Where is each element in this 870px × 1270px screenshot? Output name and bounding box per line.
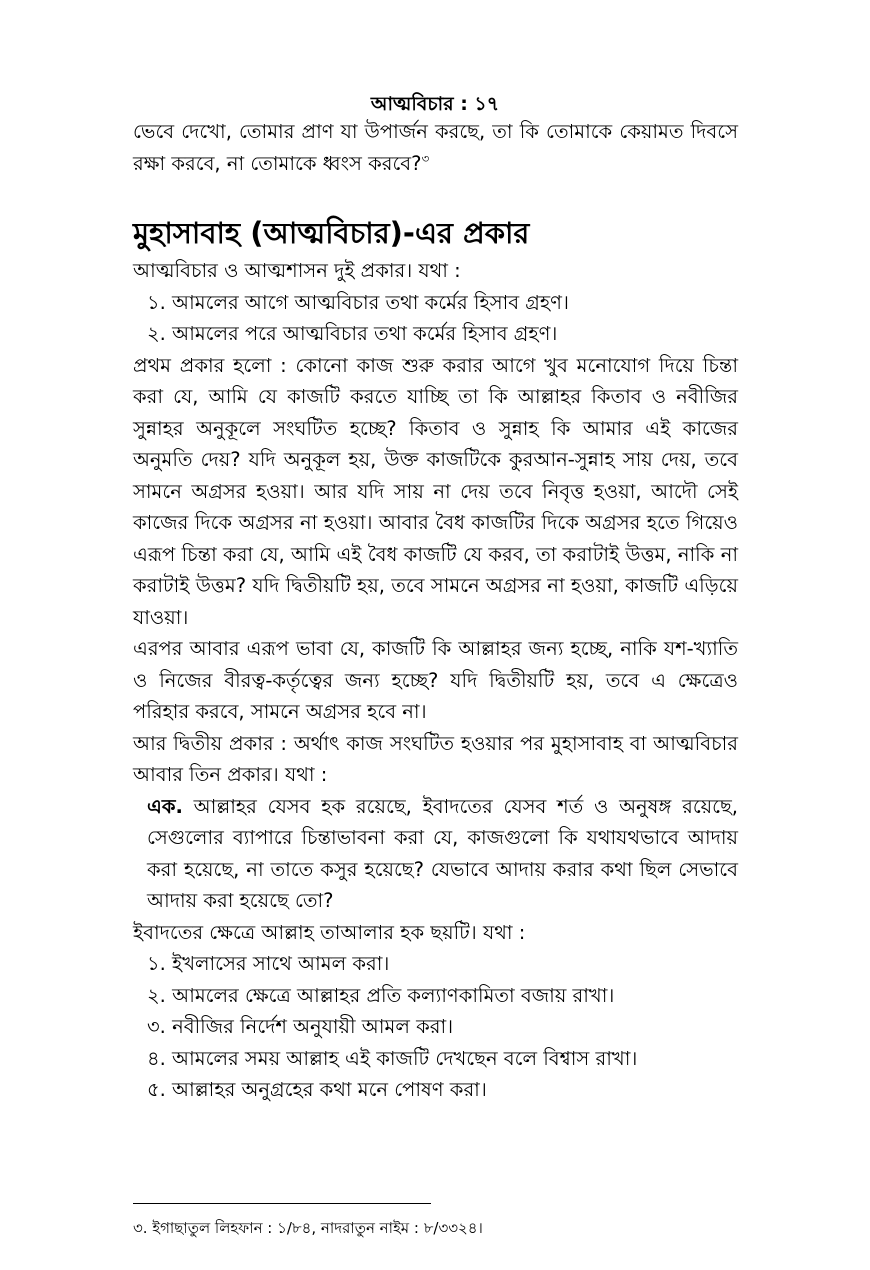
types-intro: আত্মবিচার ও আত্মশাসন দুই প্রকার। যথা : xyxy=(133,259,461,282)
first-type-paragraph: প্রথম প্রকার হলো : কোনো কাজ শুরু করার আগে খুব মনোযোগ দিয়ে চিন্তা করা যে, আমি যে কাজটি করতে যাচ্ছি তা কি আল্লাহর কিতাব ও নবীজির সুন্নাহর অনুকূলে সংঘটিত হচ্ছে? কিতাব ও সুন্নাহ কি আমার এই কাজের অনুমতি দেয়? যদি অনুকূল হয়, উক্ত কাজটিকে কুরআন-সুন্নাহ সায় দেয়, তবে সামনে অগ্রসর হওয়া। আর যদি সায় না দেয় তবে নিবৃত্ত হওয়া, আদৌ সেই কাজের দিকে অগ্রসর না হওয়া। আবার বৈধ কাজটির দিকে অগ্রসর হতে গিয়েও এরূপ চিন্তা করা যে, আমি এই বৈধ কাজটি যে করব, তা করাটাই উত্তম, নাকি না করাটাই উত্তম? যদি দ্বিতীয়টি হয়, তবে সামনে অগ্রসর না হওয়া, কাজটি এড়িয়ে যাওয়া। xyxy=(133,353,738,629)
intro-text: ভেবে দেখো, তোমার প্রাণ যা উপার্জন করছে, তা কি তোমাকে কেয়ামত দিবসে রক্ষা করবে, না তোমাকে ধ্বংস করবে? xyxy=(133,120,738,175)
section-heading: মুহাসাবাহ (আত্মবিচার)-এর প্রকার xyxy=(133,216,530,250)
rights-item-4: ৪. আমলের সময় আল্লাহ এই কাজটি দেখছেন বলে বিশ্বাস রাখা। xyxy=(147,1046,638,1070)
footnote: ৩. ইগাছাতুল লিহফান : ১/৮৪, নাদরাতুন নাইম : ৮/৩৩২৪। xyxy=(133,1219,483,1237)
point-one-lead: এক. xyxy=(147,794,183,818)
rights-item-2: ২. আমলের ক্ষেত্রে আল্লাহর প্রতি কল্যাণকামিতা বজায় রাখা। xyxy=(147,983,615,1007)
running-head: আত্মবিচার : ১৭ xyxy=(370,93,500,115)
footnote-marker: ৩ xyxy=(421,151,430,165)
type-item-2: ২. আমলের পরে আত্মবিচার তথা কর্মের হিসাব গ্রহণ। xyxy=(147,322,558,345)
second-type-paragraph: আর দ্বিতীয় প্রকার : অর্থাৎ কাজ সংঘটিত হওয়ার পর মুহাসাবাহ বা আত্মবিচার আবার তিন প্রকার। যথা : xyxy=(133,731,738,786)
type-item-1: ১. আমলের আগে আত্মবিচার তথা কর্মের হিসাব গ্রহণ। xyxy=(147,290,569,314)
rights-intro: ইবাদতের ক্ষেত্রে আল্লাহ তাআলার হক ছয়টি। যথা : xyxy=(133,920,526,944)
point-one-paragraph xyxy=(133,791,738,917)
intro-paragraph xyxy=(133,116,738,179)
rights-item-5: ৫. আল্লাহর অনুগ্রহের কথা মনে পোষণ করা। xyxy=(147,1078,487,1101)
rights-item-1: ১. ইখলাসের সাথে আমল করা। xyxy=(147,952,390,975)
footnote-divider xyxy=(133,1203,431,1204)
point-one-text: আল্লাহর যেসব হক রয়েছে, ইবাদতের যেসব শর্ত ও অনুষঙ্গ রয়েছে, সেগুলোর ব্যাপারে চিন্তাভাবনা করা যে, কাজগুলো কি যথাযথভাবে আদায় করা হয়েছে, না তাতে কসুর হয়েছে? যেভাবে আদায় করার কথা ছিল সেভাবে আদায় করা হয়েছে তো? xyxy=(147,794,738,912)
body-text xyxy=(133,116,738,1106)
second-check-paragraph: এরপর আবার এরূপ ভাবা যে, কাজটি কি আল্লাহর জন্য হচ্ছে, নাকি যশ-খ্যাতি ও নিজের বীরত্ব-কর্তৃত্বের জন্য হচ্ছে? যদি দ্বিতীয়টি হয়, তবে এ ক্ষেত্রেও পরিহার করবে, সামনে অগ্রসর হবে না। xyxy=(133,637,738,723)
rights-item-3: ৩. নবীজির নির্দেশ অনুযায়ী আমল করা। xyxy=(147,1015,454,1038)
